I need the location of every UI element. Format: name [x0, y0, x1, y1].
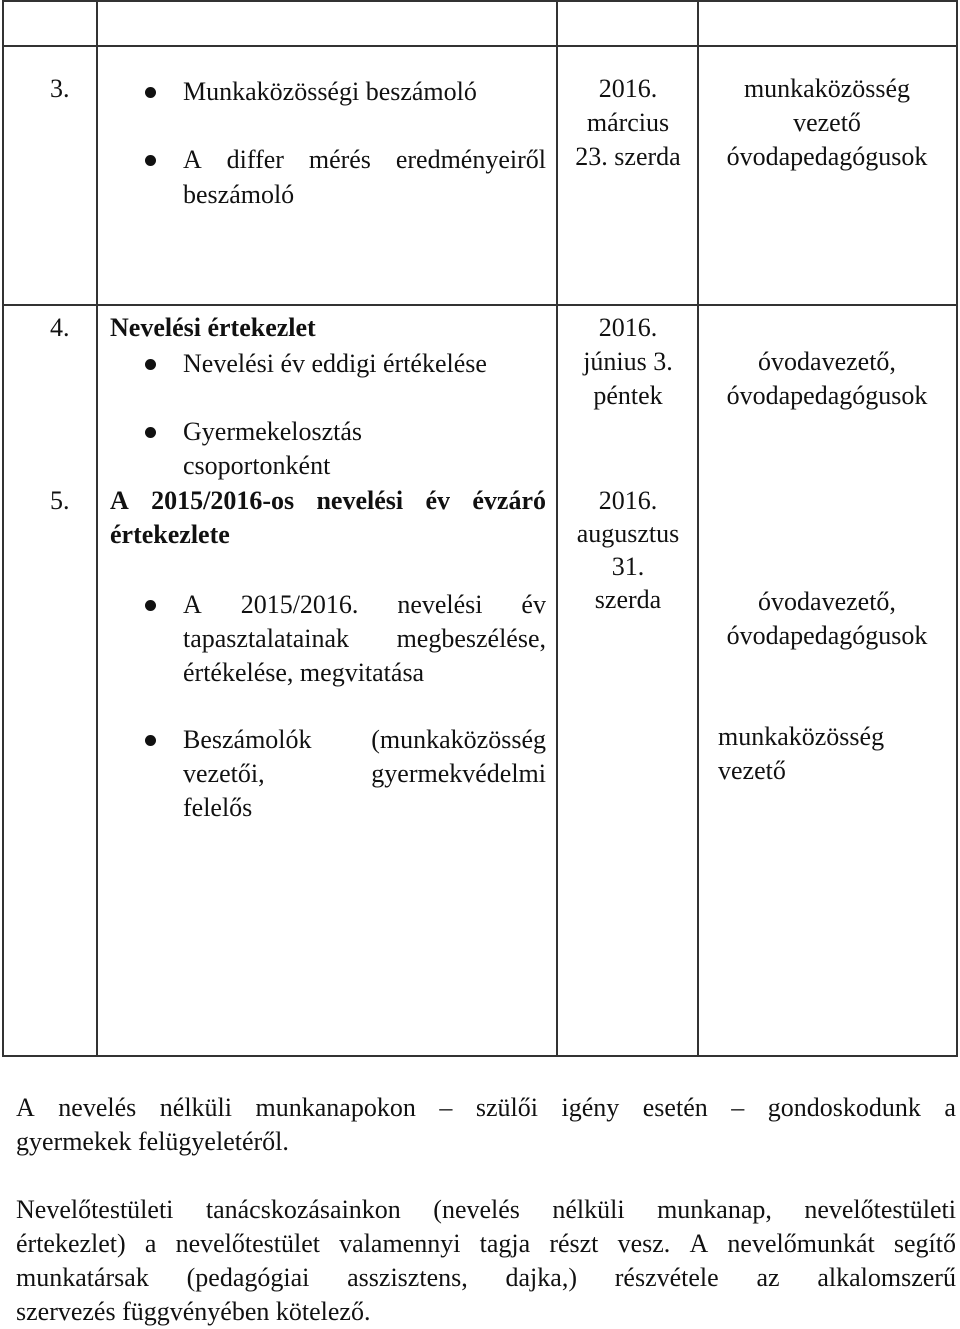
- list-item: Munkaközösségi beszámoló: [183, 77, 477, 106]
- responsible-line: óvodapedagógusok: [726, 621, 928, 650]
- word: dajka,): [505, 1263, 577, 1292]
- paragraph-line: gyermekek felügyeletéről.: [16, 1127, 289, 1156]
- word: igény: [561, 1093, 620, 1122]
- word: A: [110, 486, 129, 515]
- word: –: [439, 1093, 453, 1122]
- word: tanácskozásainkon: [205, 1195, 401, 1224]
- table-row-border: [2, 304, 958, 306]
- responsible-cell: [699, 72, 955, 174]
- word: gondoskodunk: [767, 1093, 921, 1122]
- word: gyermekvédelmi: [371, 759, 546, 788]
- word: tapasztalatainak: [183, 624, 350, 653]
- date-line: 2016.: [598, 313, 658, 342]
- list-item-continuation: értékelése, megvitatása: [183, 658, 425, 687]
- row-title: Nevelési értekezlet: [110, 313, 316, 342]
- word: (munkaközösség: [371, 725, 546, 754]
- list-item: [183, 723, 546, 757]
- word: alkalomszerű: [817, 1263, 956, 1292]
- responsible-line: munkaközösség: [718, 722, 885, 751]
- word: esetén: [642, 1093, 708, 1122]
- word: mérés: [308, 145, 371, 174]
- word: nélküli: [159, 1093, 232, 1122]
- row-number: 3.: [50, 74, 70, 103]
- word: eredményeiről: [395, 145, 546, 174]
- word: Nevelőtestületi: [16, 1195, 174, 1224]
- table-col-border: [956, 0, 958, 1057]
- date-line: 23. szerda: [575, 142, 681, 171]
- row-title-continuation: értekezlete: [110, 520, 230, 549]
- list-item: Nevelési év eddigi értékelése: [183, 349, 487, 378]
- word: nélküli: [552, 1195, 625, 1224]
- word: A: [16, 1093, 35, 1122]
- word: (nevelés: [433, 1195, 520, 1224]
- word: Beszámolók: [183, 725, 312, 754]
- paragraph-line: [16, 1261, 956, 1295]
- word: munkanap,: [657, 1195, 772, 1224]
- word: asszisztens,: [347, 1263, 468, 1292]
- bullet-icon: [145, 359, 156, 370]
- word: nevelőtestület: [175, 1229, 320, 1258]
- bullet-icon: [145, 600, 156, 611]
- date-line: 2016.: [598, 74, 658, 103]
- responsible-line: óvodapedagógusok: [726, 142, 928, 171]
- table-col-border: [96, 0, 98, 1057]
- word: –: [731, 1093, 745, 1122]
- date-line: június 3.: [583, 347, 673, 376]
- list-item-continuation: [183, 757, 546, 791]
- table-top-border: [2, 0, 958, 2]
- word: munkanapokon: [255, 1093, 416, 1122]
- word: az: [756, 1263, 780, 1292]
- word: A: [183, 145, 202, 174]
- word: a: [944, 1093, 956, 1122]
- word: tagja: [479, 1229, 531, 1258]
- word: a: [144, 1229, 157, 1258]
- list-item-continuation: felelős: [183, 793, 253, 822]
- word: részt: [549, 1229, 599, 1258]
- list-item: [183, 143, 546, 177]
- word: évzáró: [472, 486, 546, 515]
- paragraph-line: [16, 1227, 956, 1261]
- word: vezetői,: [183, 759, 265, 788]
- word: (pedagógiai: [186, 1263, 310, 1292]
- table-row-border: [2, 45, 958, 47]
- list-item-continuation: [183, 622, 546, 656]
- word: nevelési: [397, 590, 483, 619]
- list-item-continuation: beszámoló: [183, 180, 295, 209]
- date-line: szerda: [594, 585, 662, 614]
- responsible-line: munkaközösség: [743, 74, 911, 103]
- word: részvétele: [614, 1263, 719, 1292]
- word: 2015/2016.: [240, 590, 359, 619]
- word: nevelési: [316, 486, 404, 515]
- word: differ: [226, 145, 284, 174]
- responsible-cell: [699, 345, 955, 413]
- word: valamennyi: [339, 1229, 461, 1258]
- word: nevelőmunkát: [727, 1229, 875, 1258]
- date-cell: [558, 311, 698, 413]
- word: segítő: [893, 1229, 956, 1258]
- row-number: 5.: [50, 486, 70, 515]
- bullet-icon: [145, 735, 156, 746]
- paragraph: [16, 1091, 956, 1159]
- word: munkatársak: [16, 1263, 149, 1292]
- word: A: [183, 590, 202, 619]
- responsible-cell: [718, 720, 954, 788]
- responsible-line: vezető: [718, 756, 786, 785]
- paragraph-line: szervezés függvényében kötelező.: [16, 1297, 371, 1326]
- responsible-line: óvodapedagógusok: [726, 381, 928, 410]
- list-item-continuation: csoportonként: [183, 451, 331, 480]
- word: nevelés: [58, 1093, 137, 1122]
- date-cell: [558, 72, 698, 174]
- date-line: 31.: [611, 552, 645, 581]
- responsible-cell: [699, 585, 955, 653]
- paragraph-line: [16, 1091, 956, 1125]
- word: vesz.: [617, 1229, 671, 1258]
- paragraph-line: [16, 1193, 956, 1227]
- word: értekezlet): [16, 1229, 126, 1258]
- responsible-line: vezető: [793, 108, 861, 137]
- word: A: [689, 1229, 709, 1258]
- bullet-icon: [145, 427, 156, 438]
- date-cell: [558, 484, 698, 616]
- word: 2015/2016-os: [151, 486, 295, 515]
- row-title: [110, 484, 546, 518]
- word: megbeszélése,: [396, 624, 546, 653]
- paragraph: [16, 1193, 956, 1329]
- table-col-border: [2, 0, 4, 1057]
- bullet-icon: [145, 155, 156, 166]
- date-line: augusztus: [576, 519, 680, 548]
- row-number: 4.: [50, 313, 70, 342]
- table-bottom-border: [2, 1055, 958, 1057]
- word: nevelőtestületi: [804, 1195, 956, 1224]
- date-line: péntek: [593, 381, 663, 410]
- list-item: [183, 588, 546, 622]
- responsible-line: óvodavezető,: [758, 587, 896, 616]
- word: szülői: [475, 1093, 538, 1122]
- word: év: [425, 486, 451, 515]
- bullet-icon: [145, 87, 156, 98]
- word: év: [521, 590, 546, 619]
- date-line: március: [586, 108, 670, 137]
- responsible-line: óvodavezető,: [758, 347, 896, 376]
- list-item: Gyermekelosztás: [183, 417, 363, 446]
- date-line: 2016.: [598, 486, 658, 515]
